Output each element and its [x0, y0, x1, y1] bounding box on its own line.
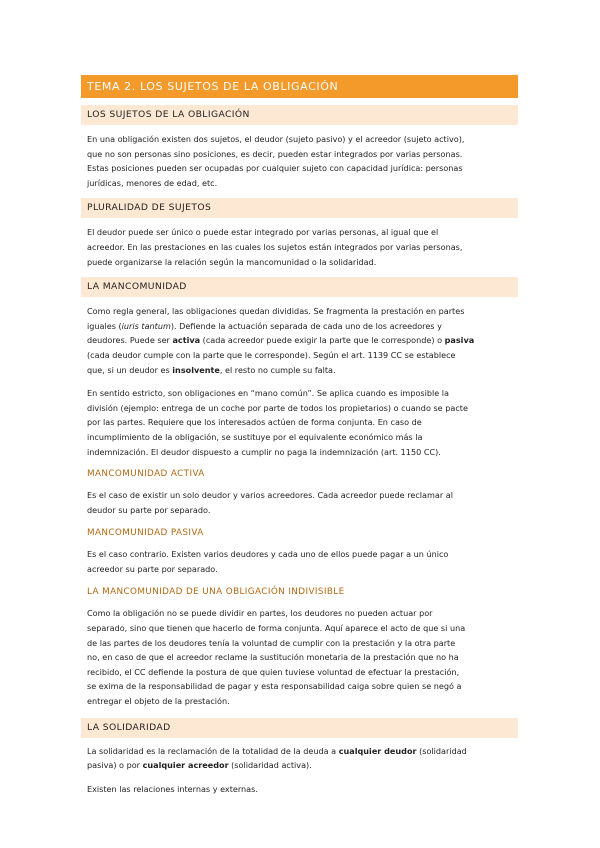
- paragraph-mancomunidad-1: Como regla general, las obligaciones quedan divididas. Se fragmenta la prestación en partes iguales (iuris tantum). Defiende la actuación separada de cada uno de los acreedores y deudores. Puede ser activa (cada acreedor puede exigir la parte que le corresponde) o pasiva (cada deudor cumple con la parte que le corresponde). Según el art. 1139 CC se establece que, si un deudor es insolvente, el resto no cumple su falta.: [87, 306, 475, 375]
- paragraph-mancomunidad-2: En sentido estricto, son obligaciones en “mano común”. Se aplica cuando es imposible la división (ejemplo: entrega de un coche por parte de todos los propietarios) o cuando se pacte por las partes. Requiere que los interesados actúen de forma conjunta. En caso de incumplimiento de la obligación, se sustituye por el equivalente económico más la indemnización. El deudor dispuesto a cumplir no paga la indemnización (art. 1150 CC).: [87, 388, 468, 457]
- subheading-mancomunidad-activa: MANCOMUNIDAD ACTIVA: [87, 469, 205, 480]
- paragraph-pluralidad: El deudor puede ser único o puede estar integrado por varias personas, al igual que el acreedor. En las prestaciones en las cuales los sujetos están integrados por varias personas, puede organizarse la relación según la mancomunidad o la solidaridad.: [87, 227, 463, 267]
- paragraph-pasiva: Es el caso contrario. Existen varios deudores y cada uno de ellos puede pagar a un único acreedor su parte por separado.: [87, 549, 449, 574]
- subheading-obligacion-indivisible: LA MANCOMUNIDAD DE UNA OBLIGACIÓN INDIVISIBLE: [87, 587, 345, 598]
- document-page: [81, 75, 518, 796]
- paragraph-indivisible: Como la obligación no se puede dividir en partes, los deudores no pueden actuar por separado, sino que tienen que hacerlo de forma conjunta. Aquí aparece el acto de que si una de las partes de los deudores tenía la voluntad de cumplir con la prestación y la otra parte no, en caso de que el acreedor reclame la sustitución monetaria de la prestación que no ha recibido, el CC defiende la postura de que quien tuviese voluntad de efectuar la prestación, se exima de la responsabilidad de pagar y esta responsabilidad caiga sobre quien se negó a entregar el objeto de la prestación.: [87, 608, 466, 707]
- paragraph-activa: Es el caso de existir un solo deudor y varios acreedores. Cada acreedor puede reclamar al deudor su parte por separado.: [87, 490, 453, 515]
- paragraph-solidaridad-2: Existen las relaciones internas y externas.: [87, 783, 258, 794]
- paragraph-sujetos: En una obligación existen dos sujetos, el deudor (sujeto pasivo) y el acreedor (sujeto activo), que no son personas sino posiciones, es decir, pueden estar integrados por varias personas. Estas posiciones pueden ser ocupadas por cualquier sujeto con capacidad jurídica: personas jurídicas, menores de edad, etc.: [87, 134, 465, 188]
- section-header-mancomunidad: LA MANCOMUNIDAD: [81, 277, 518, 297]
- section-header-solidaridad: LA SOLIDARIDAD: [81, 718, 518, 738]
- paragraph-solidaridad-1: La solidaridad es la reclamación de la totalidad de la deuda a cualquier deudor (solidaridad pasiva) o por cualquier acreedor (solidaridad activa).: [87, 745, 467, 771]
- topic-header: TEMA 2. LOS SUJETOS DE LA OBLIGACIÓN: [81, 75, 518, 98]
- section-header-pluralidad: PLURALIDAD DE SUJETOS: [81, 198, 518, 218]
- section-header-sujetos: LOS SUJETOS DE LA OBLIGACIÓN: [81, 105, 518, 125]
- subheading-mancomunidad-pasiva: MANCOMUNIDAD PASIVA: [87, 528, 204, 539]
